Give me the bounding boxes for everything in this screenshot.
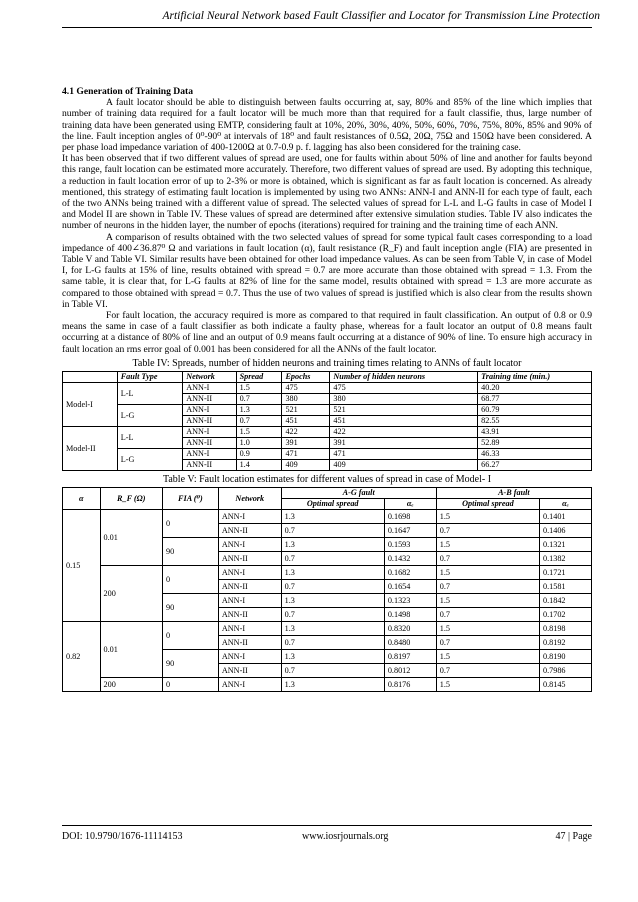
t5-cell: 0.1842 xyxy=(540,594,592,608)
t4-header: Epochs xyxy=(282,372,330,383)
t5-header-ab: A-B fault xyxy=(436,488,591,499)
t4-fault-type: L-G xyxy=(117,405,183,427)
t5-cell: ANN-I xyxy=(218,510,281,524)
t5-cell: 1.5 xyxy=(436,678,539,692)
t4-cell: 52.89 xyxy=(478,438,592,449)
t4-cell: 391 xyxy=(330,438,478,449)
t5-cell: 0.1321 xyxy=(540,538,592,552)
table5-caption: Table V: Fault location estimates for different values of spread in case of Model- I xyxy=(162,474,492,486)
t4-cell: ANN-I xyxy=(183,427,236,438)
table-5 xyxy=(62,487,592,692)
t4-cell: 409 xyxy=(330,460,478,471)
t5-cell: ANN-I xyxy=(218,622,281,636)
t5-cell: 0.7986 xyxy=(540,664,592,678)
t4-cell: 0.7 xyxy=(236,416,282,427)
table-row xyxy=(63,566,592,580)
t5-cell: ANN-I xyxy=(218,566,281,580)
t5-cell: 1.5 xyxy=(436,566,539,580)
t5-fia: 0 xyxy=(162,622,218,650)
t5-cell: 0.1401 xyxy=(540,510,592,524)
t4-cell: 68.77 xyxy=(478,394,592,405)
table-row xyxy=(63,510,592,524)
t4-cell: ANN-I xyxy=(183,383,236,394)
t5-cell: 1.3 xyxy=(281,510,384,524)
t4-cell: 475 xyxy=(282,383,330,394)
t5-cell: ANN-II xyxy=(218,580,281,594)
t4-cell: 82.55 xyxy=(478,416,592,427)
t5-subheader: Optimal spread xyxy=(436,499,539,510)
t4-header: Number of hidden neurons xyxy=(330,372,478,383)
doi-text: DOI: 10.9790/1676-11114153 xyxy=(62,831,183,842)
t4-header xyxy=(63,372,118,383)
t5-header-rf: R_F (Ω) xyxy=(100,488,162,510)
t5-cell: 0.1323 xyxy=(384,594,436,608)
t5-cell: 1.5 xyxy=(436,538,539,552)
section-heading: 4.1 Generation of Training Data xyxy=(62,86,194,97)
t5-header-network: Network xyxy=(218,488,281,510)
t5-cell: 1.3 xyxy=(281,622,384,636)
t4-cell: 1.3 xyxy=(236,405,282,416)
table-row xyxy=(63,622,592,636)
t5-cell: 1.5 xyxy=(436,650,539,664)
journal-site: www.iosrjournals.org xyxy=(302,831,389,842)
t5-cell: 0.7 xyxy=(281,580,384,594)
table-row xyxy=(63,405,592,416)
t5-fia: 90 xyxy=(162,538,218,566)
t5-fia: 0 xyxy=(162,510,218,538)
t4-header: Spread xyxy=(236,372,282,383)
t5-subheader: Optimal spread xyxy=(281,499,384,510)
t5-cell: 0.8190 xyxy=(540,650,592,664)
t4-cell: 409 xyxy=(282,460,330,471)
t5-cell: 0.7 xyxy=(436,664,539,678)
t5-cell: ANN-II xyxy=(218,664,281,678)
t4-cell: 0.9 xyxy=(236,449,282,460)
t4-cell: 1.0 xyxy=(236,438,282,449)
t5-alpha: 0.15 xyxy=(63,510,101,622)
t5-cell: ANN-II xyxy=(218,608,281,622)
t4-cell: ANN-II xyxy=(183,416,236,427)
footer-rule xyxy=(62,825,592,826)
t5-cell: 0.7 xyxy=(436,580,539,594)
t5-cell: 0.1702 xyxy=(540,608,592,622)
t5-cell: 0.1498 xyxy=(384,608,436,622)
t4-cell: 40.20 xyxy=(478,383,592,394)
t4-cell: 0.7 xyxy=(236,394,282,405)
t5-alpha: 0.82 xyxy=(63,622,101,692)
t5-fia: 0 xyxy=(162,566,218,594)
t5-cell: ANN-I xyxy=(218,678,281,692)
t4-fault-type: L-L xyxy=(117,383,183,405)
t5-cell: 1.3 xyxy=(281,678,384,692)
t5-fia: 90 xyxy=(162,650,218,678)
t5-rf: 0.01 xyxy=(100,510,162,566)
t5-cell: 0.7 xyxy=(436,524,539,538)
t4-model: Model-I xyxy=(63,383,118,427)
t5-cell: ANN-I xyxy=(218,538,281,552)
t4-fault-type: L-G xyxy=(117,449,183,471)
t5-subheader: αₑ xyxy=(384,499,436,510)
t4-model: Model-II xyxy=(63,427,118,471)
t5-fia: 0 xyxy=(162,678,218,692)
t4-cell: 43.91 xyxy=(478,427,592,438)
t5-cell: 0.7 xyxy=(281,608,384,622)
t5-cell: 1.5 xyxy=(436,510,539,524)
t5-cell: ANN-I xyxy=(218,650,281,664)
t4-cell: 422 xyxy=(282,427,330,438)
t5-header-alpha: α xyxy=(63,488,101,510)
t5-cell: 1.5 xyxy=(436,594,539,608)
t5-rf: 200 xyxy=(100,566,162,622)
running-head: Artificial Neural Network based Fault Classifier and Locator for Transmission Line Protection xyxy=(162,10,600,22)
t4-cell: 46.33 xyxy=(478,449,592,460)
t5-cell: 0.1382 xyxy=(540,552,592,566)
t4-header: Fault Type xyxy=(117,372,183,383)
t5-cell: ANN-I xyxy=(218,594,281,608)
t5-cell: 0.1647 xyxy=(384,524,436,538)
t5-cell: 1.3 xyxy=(281,650,384,664)
t4-cell: 380 xyxy=(282,394,330,405)
t4-cell: 451 xyxy=(282,416,330,427)
t4-header: Network xyxy=(183,372,236,383)
t4-cell: ANN-II xyxy=(183,438,236,449)
t5-cell: 0.8145 xyxy=(540,678,592,692)
t4-cell: 1.4 xyxy=(236,460,282,471)
t5-cell: ANN-II xyxy=(218,524,281,538)
t4-cell: 422 xyxy=(330,427,478,438)
t5-rf: 0.01 xyxy=(100,622,162,678)
paragraph-3: A comparison of results obtained with the two selected values of spread for some typical fault cases corresponding to a load impedance of 400∠36.87⁰ Ω and variations in fault location (α), fault resistance (R_F) and fault inception angle (FIA) are presented in Table V and Table VI. Similar results have been obtained for other load impedance values. As can be seen from Table V, in case of Model I, for L-G faults at 15% of line, results obtained with spread = 0.7 are more accurate than those obtained with spread = 1.3. From the same table, it is clear that, for L-G faults at 82% of line for the same model, results obtained with spread = 1.3 are more accurate as compared to those obtained with spread = 0.7. Thus the use of two values of spread is justified which is also clear from the results shown in Table VI. xyxy=(62,231,592,310)
t5-cell: 1.3 xyxy=(281,594,384,608)
t5-rf: 200 xyxy=(100,678,162,692)
t5-cell: 0.7 xyxy=(281,552,384,566)
t4-cell: ANN-I xyxy=(183,405,236,416)
t5-cell: 0.1406 xyxy=(540,524,592,538)
header-rule xyxy=(62,27,592,28)
t5-cell: ANN-II xyxy=(218,636,281,650)
t5-cell: 1.5 xyxy=(436,622,539,636)
paragraph-2: It has been observed that if two different values of spread are used, one for faults within about 50% of line and another for faults beyond this range, fault location can be estimated more accurately. Therefore, two different values of spread are used. By adopting this technique, a reduction in fault location error of up to 2-3% or more is obtained, which is significant as far as fault location is concerned. As already mentioned, this strategy of estimating fault location is implemented by using two ANNs: ANN-I and ANN-II for each type of fault, each of the two ANNs being trained with a different value of spread. The selected values of spread for L-L and L-G faults in case of Model I and Model II are shown in Table IV. These values of spread are determined after extensive simulation studies. Table IV also indicates the number of neurons in the hidden layer, the number of epochs (iterations) required for training and the training time of each ANN. xyxy=(62,153,592,232)
t5-cell: 0.1432 xyxy=(384,552,436,566)
t5-cell: 0.8198 xyxy=(540,622,592,636)
table-row xyxy=(63,427,592,438)
t4-header: Training time (min.) xyxy=(478,372,592,383)
t4-cell: 471 xyxy=(330,449,478,460)
t5-cell: 0.8012 xyxy=(384,664,436,678)
table-row xyxy=(63,383,592,394)
table-4 xyxy=(62,371,592,471)
table-row xyxy=(63,678,592,692)
page-number: 47 | Page xyxy=(555,831,592,842)
t4-cell: 391 xyxy=(282,438,330,449)
t5-cell: 0.8197 xyxy=(384,650,436,664)
page-content xyxy=(62,86,592,692)
t5-header-ag: A-G fault xyxy=(281,488,436,499)
t5-cell: ANN-II xyxy=(218,552,281,566)
t5-cell: 0.1698 xyxy=(384,510,436,524)
t5-cell: 0.7 xyxy=(281,524,384,538)
t5-cell: 0.7 xyxy=(436,552,539,566)
t5-cell: 0.1721 xyxy=(540,566,592,580)
table4-caption: Table IV: Spreads, number of hidden neurons and training times relating to ANNs of fault locator xyxy=(132,357,522,369)
t4-cell: 1.5 xyxy=(236,383,282,394)
t4-cell: ANN-II xyxy=(183,394,236,405)
t5-cell: 0.1654 xyxy=(384,580,436,594)
t5-header-fia: FIA (⁰) xyxy=(162,488,218,510)
t5-subheader: αₑ xyxy=(540,499,592,510)
paragraph-1: A fault locator should be able to distinguish between faults occurring at, say, 80% and 85% of the line which implies that number of training data required for a fault locator will be much more than that required for a fault classifie, thus, large number of training data have been generated using EMTP, considering fault at 10%, 20%, 30%, 40%, 50%, 60%, 70%, 75%, 80%, 85% and 90% of the line. Fault inception angles of 0⁰-90⁰ at intervals of 18⁰ and fault resistances of 0.5Ω, 20Ω, 75Ω and 150Ω have been considered. A per phase load impedance variation of 400-1200Ω at 0.7-0.9 p. f. lagging has also been considered for the training case. xyxy=(62,97,592,154)
t4-cell: 451 xyxy=(330,416,478,427)
t5-cell: 0.8480 xyxy=(384,636,436,650)
t4-cell: 1.5 xyxy=(236,427,282,438)
t5-cell: 0.8192 xyxy=(540,636,592,650)
t5-cell: 0.7 xyxy=(436,636,539,650)
table-row xyxy=(63,449,592,460)
t5-cell: 1.3 xyxy=(281,566,384,580)
t4-cell: ANN-II xyxy=(183,460,236,471)
t4-cell: 521 xyxy=(330,405,478,416)
t4-fault-type: L-L xyxy=(117,427,183,449)
t4-cell: 521 xyxy=(282,405,330,416)
t4-cell: ANN-I xyxy=(183,449,236,460)
t4-cell: 66.27 xyxy=(478,460,592,471)
t5-fia: 90 xyxy=(162,594,218,622)
paragraph-4: For fault location, the accuracy required is more as compared to that required in fault classification. An output of 0.8 or 0.9 means the same in case of a fault classifier as both indicate a faulty phase, whereas for a fault locator an output of 0.8 means fault occurring at a distance of 80% of line and an output of 0.9 means fault occurring at a distance of 90% of line. To ensure high accuracy in fault location an rms error goal of 0.001 has been considered for all the ANNs of the fault locator. xyxy=(62,310,592,355)
t4-cell: 471 xyxy=(282,449,330,460)
t5-cell: 0.1593 xyxy=(384,538,436,552)
t4-cell: 380 xyxy=(330,394,478,405)
t5-cell: 0.7 xyxy=(281,664,384,678)
t4-cell: 475 xyxy=(330,383,478,394)
t4-cell: 60.79 xyxy=(478,405,592,416)
t5-cell: 0.1581 xyxy=(540,580,592,594)
t5-cell: 0.8176 xyxy=(384,678,436,692)
t5-cell: 0.8320 xyxy=(384,622,436,636)
t5-cell: 0.7 xyxy=(436,608,539,622)
t5-cell: 0.1682 xyxy=(384,566,436,580)
t5-cell: 0.7 xyxy=(281,636,384,650)
t5-cell: 1.3 xyxy=(281,538,384,552)
